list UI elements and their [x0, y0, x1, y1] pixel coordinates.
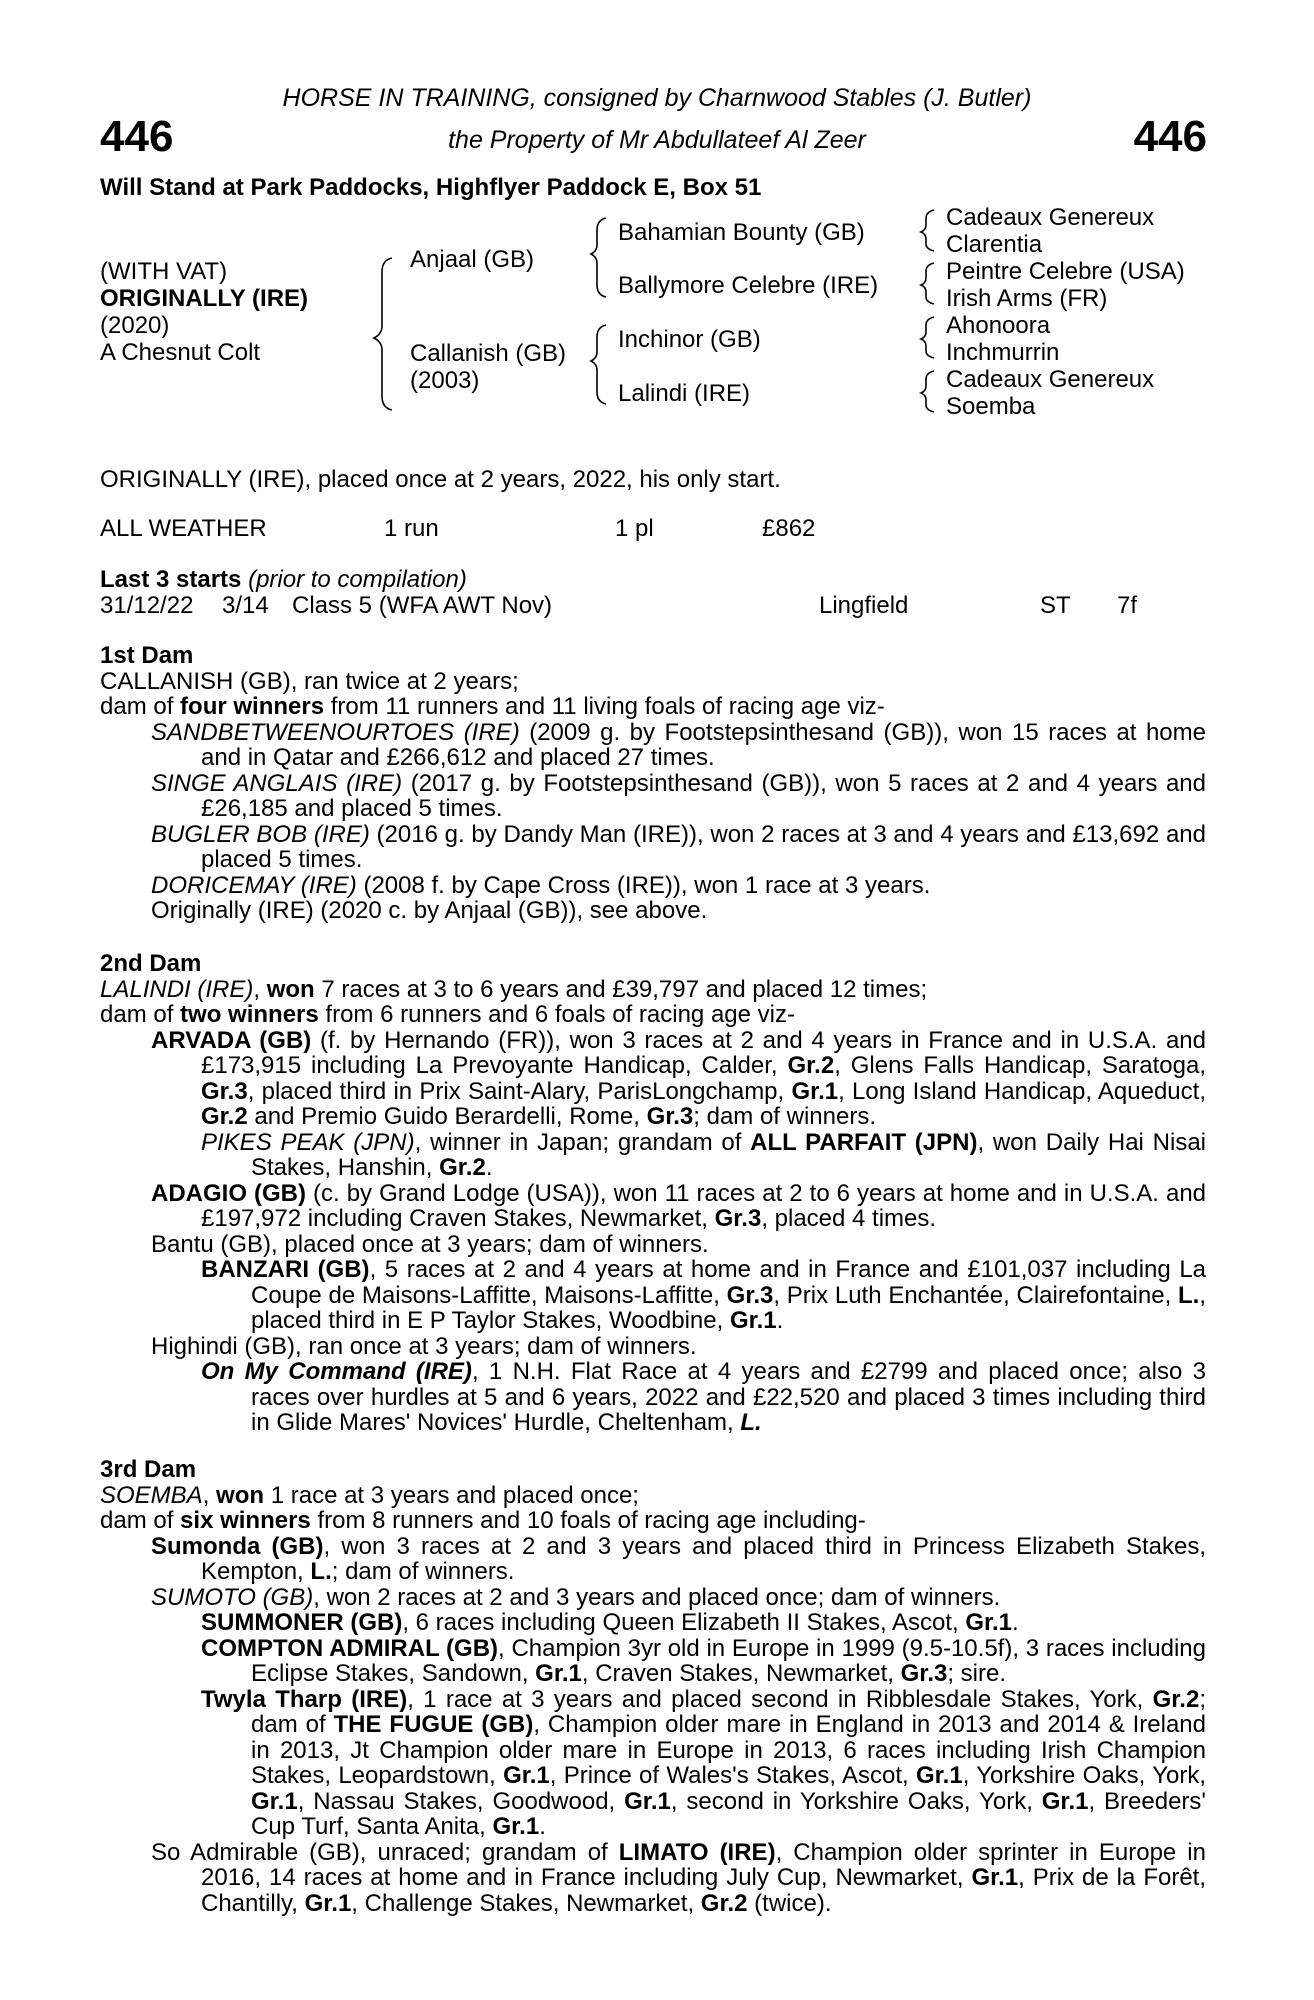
start-position: 3/14 — [222, 592, 269, 619]
t: and Premio Guido Berardelli, Rome, — [247, 1103, 647, 1130]
t: four winners — [180, 693, 325, 720]
t: (2009 g. by Footstepsinthesand (GB)), won 15 races at home and in Qatar and £266,612 and placed 27 times. — [201, 718, 1206, 771]
sumonda-entry — [100, 1534, 1206, 1585]
dds: Cadeaux Genereux — [946, 366, 1155, 393]
bracket-dd — [921, 371, 934, 412]
t: COMPTON ADMIRAL (GB) — [201, 1634, 499, 1662]
t: Gr.1 — [965, 1609, 1013, 1636]
t: 7 races at 3 to 6 years and £39,797 and placed 12 times; — [314, 975, 928, 1003]
t: So Admirable (GB), unraced; grandam of — [151, 1838, 619, 1866]
t: Gr.1 — [251, 1787, 298, 1815]
consignor-line: HORSE IN TRAINING, consigned by Charnwood Stables (J. Butler) — [282, 84, 1032, 112]
bracket-sd — [921, 263, 934, 304]
t: , placed third in E P Taylor Stakes, Woodbine, — [251, 1281, 1206, 1334]
dam-dam: Lalindi (IRE) — [618, 380, 751, 407]
horse-name: ORIGINALLY (IRE) — [100, 285, 309, 312]
last-starts-note: (prior to compilation) — [248, 566, 467, 593]
t: won — [266, 975, 315, 1003]
owner-line: the Property of Mr Abdullateef Al Zeer — [448, 126, 866, 154]
t: , second in Yorkshire Oaks, York, — [670, 1787, 1042, 1815]
t: , Nassau Stakes, Goodwood, — [297, 1787, 625, 1815]
t: Gr.3 — [714, 1205, 762, 1232]
t: (c. by Grand Lodge (USA)), won 11 races at 2 to 6 years at home and in U.S.A. and £197,972 including Craven Stakes, Newmarket, — [201, 1179, 1207, 1232]
t: Gr.1 — [915, 1762, 963, 1789]
last-starts-heading — [100, 566, 467, 594]
record-runs: 1 run — [384, 515, 439, 542]
dam-year: (2003) — [410, 367, 480, 394]
t: (2017 g. by Footstepsinthesand (GB)), won 5 races at 2 and 4 years and £26,185 and placed 5 times. — [201, 769, 1206, 822]
dsd: Inchmurrin — [946, 339, 1060, 366]
t: PIKES PEAK (JPN) — [201, 1128, 415, 1156]
t: from 6 runners and 6 foals of racing age viz- — [318, 1001, 795, 1028]
lot-number-left: 446 — [100, 112, 174, 161]
t: Gr.1 — [971, 1864, 1019, 1891]
t: BANZARI (GB) — [201, 1256, 370, 1283]
t: , Long Island Handicap, Aqueduct, — [838, 1077, 1206, 1105]
first-dam-section — [100, 643, 1206, 924]
t: ARVADA (GB) — [151, 1026, 312, 1054]
t: , 1 race at 3 years and placed second in Ribblesdale Stakes, York, — [407, 1685, 1153, 1713]
t: Gr.1 — [492, 1813, 540, 1840]
sire-sire: Bahamian Bounty (GB) — [618, 219, 865, 246]
t: Gr.2 — [700, 1889, 748, 1917]
bracket-ds — [921, 317, 934, 358]
sdd: Irish Arms (FR) — [946, 285, 1108, 312]
last-starts-title: Last 3 starts — [100, 566, 242, 593]
foaling-year: (2020) — [100, 312, 170, 339]
t: from 8 runners and 10 foals of racing age including- — [310, 1507, 866, 1534]
t: . — [485, 1154, 493, 1181]
t: LALINDI (IRE) — [100, 975, 254, 1003]
start-course: Lingfield — [819, 592, 909, 619]
t: Originally (IRE) (2020 c. by Anjaal (GB)), see above. — [151, 897, 708, 924]
first-dam-title: 1st Dam — [100, 642, 194, 669]
t: , won 3 races at 2 and 3 years and placed third in Princess Elizabeth Stakes, Kempton, — [201, 1532, 1206, 1585]
t: Gr.3 — [646, 1103, 694, 1130]
twyla-tharp-entry — [100, 1687, 1206, 1840]
ssd: Clarentia — [946, 231, 1043, 258]
dam: Callanish (GB) — [410, 340, 567, 367]
banzari-entry — [100, 1257, 1206, 1334]
compton-admiral-entry — [100, 1636, 1206, 1687]
start-going: ST — [1040, 592, 1071, 619]
pikes-peak-entry — [100, 1130, 1206, 1181]
third-dam-title: 3rd Dam — [100, 1456, 197, 1483]
t: Gr.2 — [439, 1154, 486, 1181]
t: Gr.3 — [900, 1660, 948, 1687]
t: Gr.1 — [624, 1787, 671, 1815]
stand-location: Will Stand at Park Paddocks, Highflyer Paddock E, Box 51 — [100, 174, 762, 201]
adagio-entry — [100, 1181, 1206, 1232]
t: Gr.1 — [304, 1889, 352, 1917]
first-dam-entry — [100, 873, 1206, 899]
third-dam-line1 — [100, 1483, 1206, 1509]
t: , Breeders' Cup Turf, Santa Anita, — [251, 1787, 1206, 1840]
start-distance: 7f — [1117, 592, 1138, 619]
sss: Cadeaux Genereux — [946, 204, 1155, 231]
t: (f. by Hernando (FR)), won 3 races at 2 and 4 years in France and in U.S.A. and £173,915 including La Prevoyante Handicap, Calder, — [201, 1026, 1207, 1079]
t: Highindi (GB), ran once at 3 years; dam of winners. — [151, 1332, 697, 1360]
t: ; sire. — [947, 1660, 1007, 1687]
sire: Anjaal (GB) — [410, 246, 535, 273]
first-dam-entry — [100, 898, 1206, 924]
bracket-ss — [921, 210, 934, 251]
first-dam-entry — [100, 771, 1206, 822]
t: DORICEMAY (IRE) — [151, 871, 357, 899]
dss: Ahonoora — [946, 312, 1051, 339]
start-date: 31/12/22 — [100, 592, 194, 619]
third-dam-line2 — [100, 1508, 1206, 1534]
t: , placed third in Prix Saint-Alary, ParisLongchamp, — [247, 1077, 792, 1105]
t: , Champion 3yr old in Europe in 1999 (9.5-10.5f), 3 races including Eclipse Stakes, Sandown, — [251, 1634, 1207, 1687]
t: dam of — [100, 693, 181, 720]
t: , 5 races at 2 and 4 years at home and in France and £101,037 including La Coupe de Maisons-Laffitte, Maisons-Laffitte, — [251, 1256, 1207, 1309]
sire-dam: Ballymore Celebre (IRE) — [618, 272, 879, 299]
t: SINGE ANGLAIS (IRE) — [151, 769, 403, 797]
t: ; dam of winners. — [693, 1103, 877, 1130]
first-dam-entry — [100, 822, 1206, 873]
first-dam-line1: CALLANISH (GB), ran twice at 2 years; — [100, 667, 519, 695]
t: , Challenge Stakes, Newmarket, — [351, 1889, 701, 1917]
sds: Peintre Celebre (USA) — [946, 258, 1185, 285]
t: ; dam of — [251, 1685, 1206, 1738]
t: Gr.2 — [201, 1103, 248, 1130]
t: SANDBETWEENOURTOES (IRE) — [151, 718, 520, 746]
t: . — [1012, 1609, 1019, 1636]
t: , Champion older mare in England in 2013 and 2014 & Ireland in 2013, Jt Champion older mare in Europe in 2013, 6 races including Irish Champion Stakes, Leopardstown, — [251, 1711, 1206, 1789]
t: Sumonda (GB) — [151, 1532, 324, 1560]
t: , placed 4 times. — [761, 1205, 937, 1232]
record-earnings: £862 — [762, 515, 816, 542]
t: Gr.2 — [1152, 1685, 1200, 1713]
first-dam-entry — [100, 720, 1206, 771]
t: Gr.1 — [535, 1660, 582, 1687]
t: Twyla Tharp (IRE) — [201, 1685, 408, 1713]
horse-description: A Chesnut Colt — [100, 339, 261, 366]
dam-sire: Inchinor (GB) — [618, 326, 761, 353]
on-my-command-entry — [100, 1359, 1206, 1436]
t: , Prix de la Forêt, Chantilly, — [201, 1864, 1206, 1917]
t: (2008 f. by Cape Cross (IRE)), won 1 race at 3 years. — [356, 871, 931, 899]
race-summary: ORIGINALLY (IRE), placed once at 2 years, 2022, his only start. — [100, 466, 781, 493]
t: Gr.1 — [729, 1307, 777, 1334]
vat-label: (WITH VAT) — [100, 258, 228, 285]
t: Gr.3 — [726, 1281, 774, 1309]
t: ADAGIO (GB) — [151, 1179, 307, 1207]
t: won — [216, 1481, 265, 1509]
t: L. — [1178, 1281, 1200, 1309]
t: Gr.1 — [503, 1762, 550, 1789]
t: , Yorkshire Oaks, York, — [962, 1762, 1207, 1789]
bantu-entry — [100, 1232, 1206, 1258]
record-surface: ALL WEATHER — [100, 515, 267, 542]
t: SOEMBA — [100, 1481, 203, 1509]
t: Bantu (GB), placed once at 3 years; dam of winners. — [151, 1230, 709, 1258]
bracket-dam — [591, 325, 606, 404]
t: L. — [740, 1409, 762, 1436]
t: , winner in Japan; grandam of — [414, 1128, 751, 1156]
t: from 11 runners and 11 living foals of racing age viz- — [324, 693, 885, 720]
t: dam of — [100, 1507, 181, 1534]
second-dam-title: 2nd Dam — [100, 950, 202, 977]
t: , 1 N.H. Flat Race at 4 years and £2799 and placed once; also 3 races over hurdles at 5 and 6 years, 2022 and £22,520 and placed 3 times including third in Glide Mares' Novices' Hurdle, Cheltenham, — [251, 1358, 1206, 1436]
t: dam of — [100, 1001, 181, 1028]
t: , — [202, 1481, 217, 1509]
t: ALL PARFAIT (JPN) — [750, 1128, 978, 1156]
t: 1 race at 3 years and placed once; — [264, 1481, 639, 1509]
t: , won 2 races at 2 and 3 years and placed once; dam of winners. — [313, 1583, 1001, 1611]
second-dam-section — [100, 951, 1206, 1436]
t: Gr.3 — [201, 1077, 248, 1105]
bracket-horse — [374, 258, 392, 410]
lot-number-right: 446 — [1133, 112, 1207, 161]
t: , won Daily Hai Nisai Stakes, Hanshin, — [251, 1128, 1206, 1181]
t: . — [776, 1307, 784, 1334]
t: BUGLER BOB (IRE) — [151, 820, 370, 848]
t: LIMATO (IRE) — [618, 1838, 776, 1866]
t: Gr.1 — [791, 1077, 839, 1105]
t: , Champion older sprinter in Europe in 2016, 14 races at home and in France including July Cup, Newmarket, — [201, 1838, 1206, 1891]
third-dam-section — [100, 1457, 1206, 1916]
t: . — [539, 1813, 546, 1840]
t: , Prix Luth Enchantée, Clairefontaine, — [773, 1281, 1178, 1309]
record-placed: 1 pl — [615, 515, 654, 542]
t: SUMMONER (GB) — [201, 1609, 403, 1636]
t: , — [253, 975, 267, 1003]
t: , Craven Stakes, Newmarket, — [581, 1660, 901, 1687]
t: (2016 g. by Dandy Man (IRE)), won 2 races at 3 and 4 years and £13,692 and placed 5 times. — [201, 820, 1206, 873]
t: , Glens Falls Handicap, Saratoga, — [834, 1052, 1206, 1079]
t: two winners — [180, 1001, 319, 1028]
ddd: Soemba — [946, 393, 1036, 420]
t: Gr.2 — [787, 1052, 835, 1079]
t: THE FUGUE (GB) — [333, 1711, 534, 1738]
so-admirable-entry — [100, 1840, 1206, 1917]
first-dam-line2 — [100, 694, 1206, 720]
sumoto-entry — [100, 1585, 1206, 1611]
second-dam-line1 — [100, 977, 1206, 1003]
t: Gr.1 — [1041, 1787, 1089, 1815]
summoner-entry — [100, 1610, 1206, 1636]
t: , 6 races including Queen Elizabeth II Stakes, Ascot, — [402, 1609, 966, 1636]
second-dam-line2 — [100, 1002, 1206, 1028]
highindi-entry — [100, 1334, 1206, 1360]
bracket-sire — [591, 218, 606, 297]
t: (twice). — [747, 1889, 832, 1917]
t: SUMOTO (GB) — [151, 1583, 314, 1611]
t: , Prince of Wales's Stakes, Ascot, — [549, 1762, 916, 1789]
start-race: Class 5 (WFA AWT Nov) — [292, 592, 553, 619]
t: ; dam of winners. — [331, 1558, 515, 1585]
t: On My Command (IRE) — [201, 1358, 472, 1385]
t: L. — [310, 1558, 332, 1585]
t: six winners — [180, 1507, 311, 1534]
arvada-entry — [100, 1028, 1206, 1130]
